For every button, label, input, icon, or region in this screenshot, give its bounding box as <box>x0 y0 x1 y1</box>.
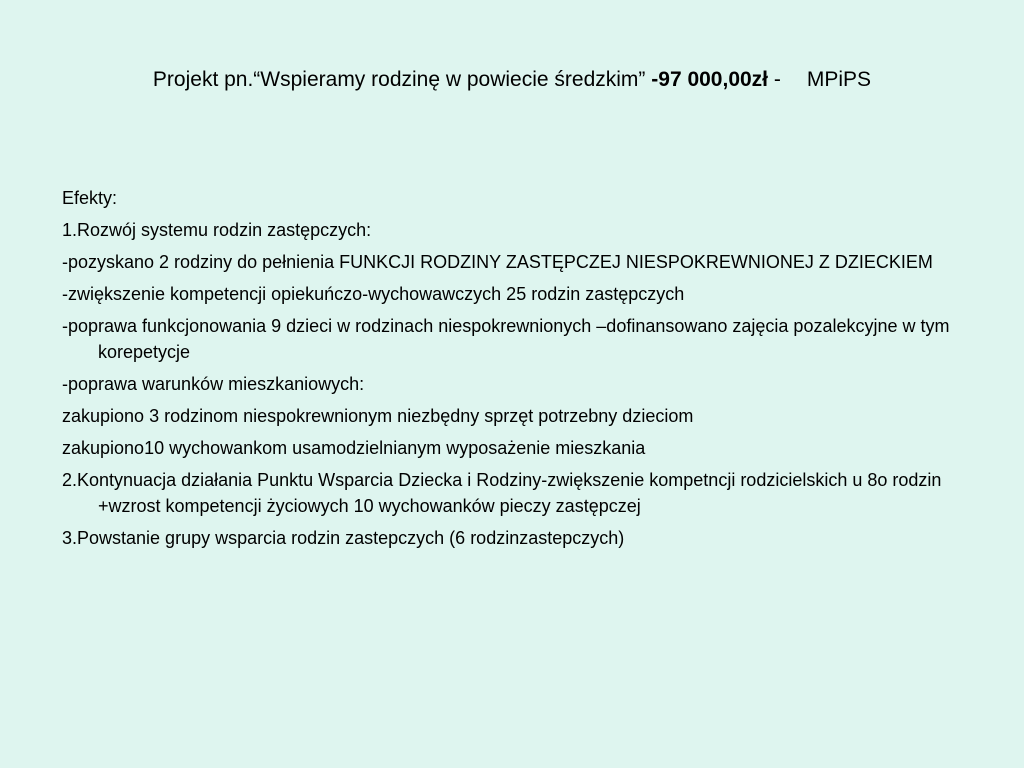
body-line-4: -poprawa funkcjonowania 9 dzieci w rodzinach niespokrewnionych –dofinansowano zajęcia pozalekcyjne w tym korepetycje <box>62 316 950 362</box>
title-org: MPiPS <box>806 68 872 91</box>
body-line-1: 1.Rozwój systemu rodzin zastępczych: <box>62 220 372 240</box>
body-line-9: 3.Powstanie grupy wsparcia rodzin zastepczych (6 rodzinzastepczych) <box>62 528 625 548</box>
title-prefix: Projekt pn.“Wspieramy rodzinę w powiecie średzkim” <box>152 68 646 91</box>
body-line-8: 2.Kontynuacja działania Punktu Wsparcia Dziecka i Rodziny-zwiększenie kompetncji rodzicielskich u 8o rodzin +wzrost kompetencji życiowych 10 wychowanków pieczy zastępczej <box>62 470 942 516</box>
body-line-5: -poprawa warunków mieszkaniowych: <box>62 374 365 394</box>
slide-body <box>62 185 962 557</box>
slide-title <box>0 62 1024 98</box>
body-line-3: -zwiększenie kompetencji opiekuńczo-wychowawczych 25 rodzin zastępczych <box>62 284 685 304</box>
body-line-6: zakupiono 3 rodzinom niespokrewnionym niezbędny sprzęt potrzebny dzieciom <box>62 406 694 426</box>
body-line-2: -pozyskano 2 rodziny do pełnienia FUNKCJI RODZINY ZASTĘPCZEJ NIESPOKREWNIONEJ Z DZIECKIEM <box>62 252 933 272</box>
title-dash: - <box>773 68 781 91</box>
body-line-7: zakupiono10 wychowankom usamodzielnianym wyposażenie mieszkania <box>62 438 646 458</box>
body-line-efekty: Efekty: <box>62 188 118 208</box>
title-amount: -97 000,00zł <box>651 68 769 91</box>
